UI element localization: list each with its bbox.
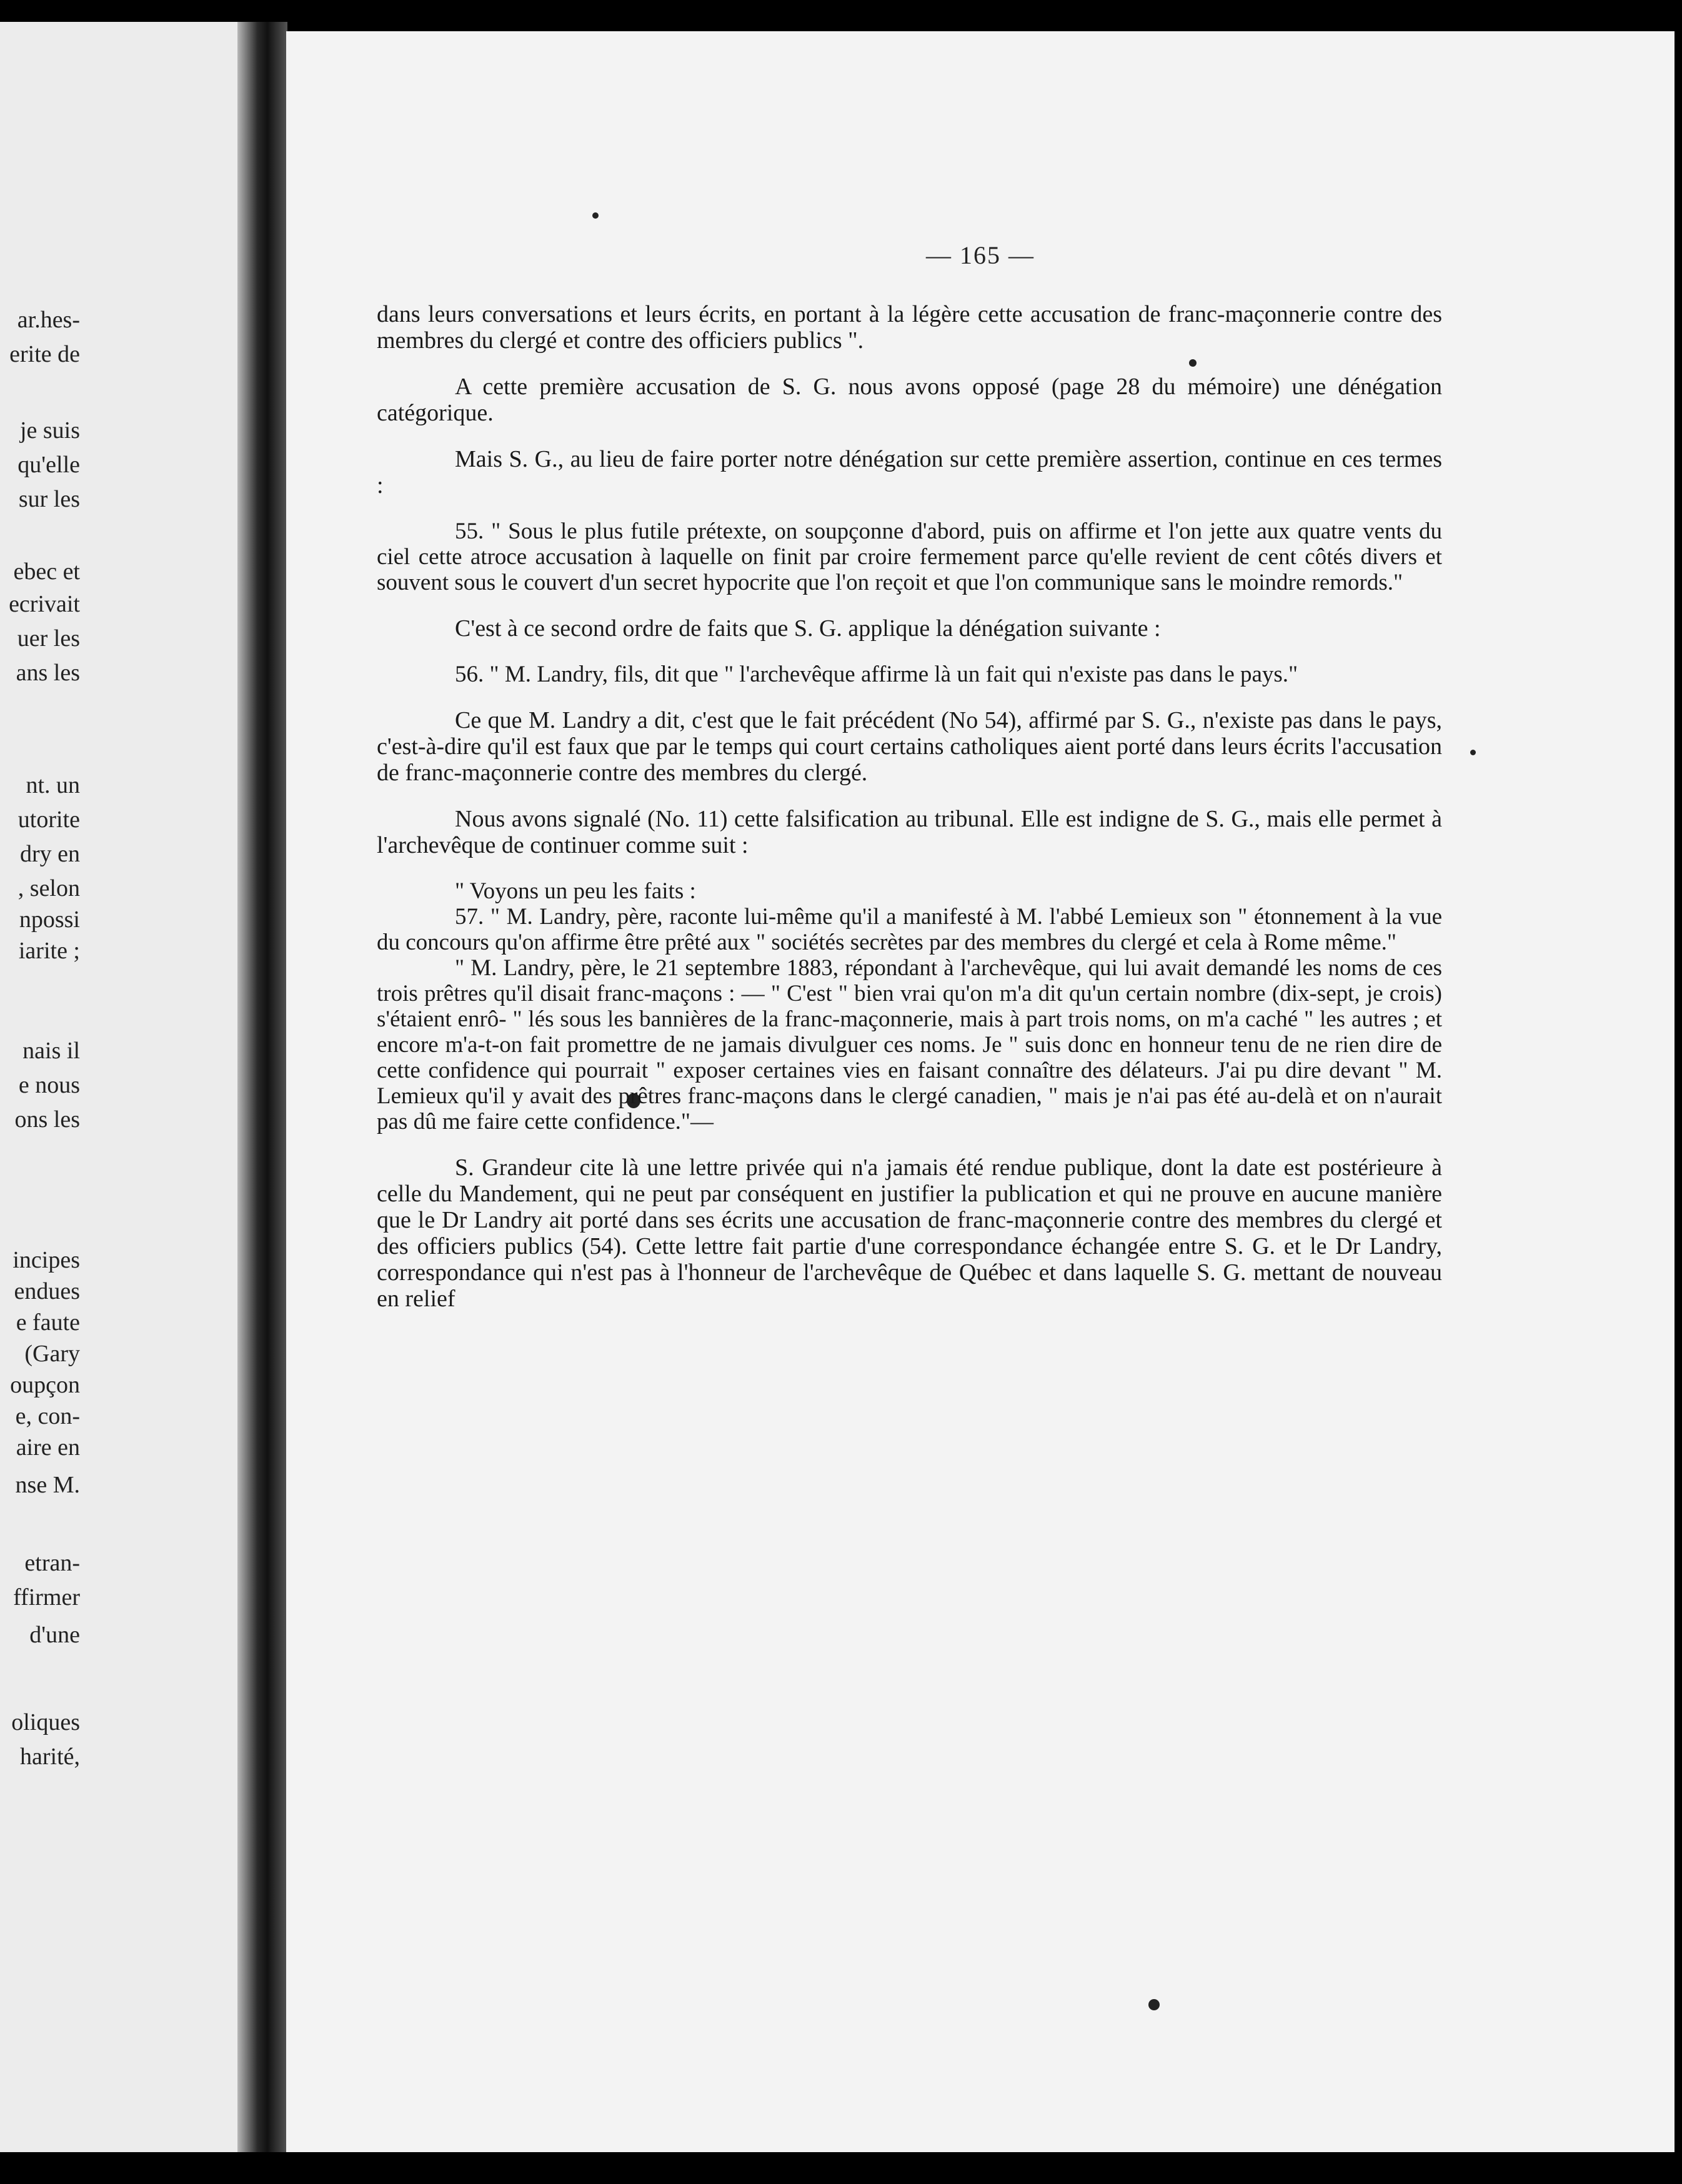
left-page-fragment: nse M. bbox=[15, 1472, 80, 1498]
left-page-fragment: endues bbox=[14, 1278, 80, 1304]
page-number: — 165 — bbox=[926, 241, 1035, 269]
left-page-fragment: aire en bbox=[16, 1434, 80, 1461]
left-page-fragment: nt. un bbox=[26, 772, 80, 798]
ink-speck bbox=[1470, 750, 1476, 755]
left-page-fragment: harité, bbox=[19, 1744, 80, 1770]
paragraph: A cette première accusation de S. G. nous avons opposé (page 28 du mémoire) une dénégation catégorique. bbox=[377, 374, 1442, 426]
paragraph: C'est à ce second ordre de faits que S. G. applique la dénégation suivante : bbox=[455, 615, 1161, 642]
quoted-paragraph: " M. Landry, père, le 21 septembre 1883, répondant à l'archevêque, qui lui avait demandé les noms de ces trois prêtres qu'il disait franc-maçons : — " C'est " bien vrai qu'on m'a dit qu'un certain nombre (dix-sept, je crois) s'étaient enrô- " lés sous les bannières de la franc-maçonnerie, mais à part trois noms, on m'a caché " les autres ; et encore m'a-t-on fait promettre de ne jamais divulguer ces noms. Je " suis donc en honneur tenu de ne rien dire de cette confidence qui pourrait " exposer certaines vies en faisant connaître des délateurs. J'ai pu dire devant " M. Lemieux qu'il y avait des prêtres franc-maçons dans le clergé canadien, " mais je n'ai pas été au-delà et on n'aurait pas dû me faire cette confidence."— bbox=[377, 955, 1442, 1134]
quoted-paragraph: 57. " M. Landry, père, raconte lui-même qu'il a manifesté à M. l'abbé Lemieux son " étonnement à la vue du concours qu'on affirme être prêté aux " sociétés secrètes par des membres du clergé et cela à Rome même." bbox=[377, 904, 1442, 955]
left-page-fragment: ebec et bbox=[13, 558, 80, 585]
left-page-fragment: dry en bbox=[19, 841, 80, 867]
quoted-paragraph: 55. " Sous le plus futile prétexte, on soupçonne d'abord, puis on affirme et l'on jette aux quatre vents du ciel cette atroce accusation à laquelle on finit par croire fermement parce qu'elle revient de cent côtés divers et souvent sous le couvert d'un secret hypocrite que l'on reçoit et que l'on communique sans le moindre remords." bbox=[377, 519, 1442, 595]
left-page-fragment: uer les bbox=[17, 625, 80, 652]
paragraph: S. Grandeur cite là une lettre privée qui n'a jamais été rendue publique, dont la date est postérieure à celle du Mandement, qui ne peut par conséquent en justifier la publication et qui ne prouve en aucune manière que le Dr Landry ait porté dans ses écrits une accusation de franc-maçonnerie contre des membres du clergé et des officiers publics (54). Cette lettre fait partie d'une correspondance échangée entre S. G. et le Dr Landry, correspondance qui n'est pas à l'honneur de l'archevêque de Québec et dans laquelle S. G. mettant de nouveau en relief bbox=[377, 1154, 1442, 1312]
left-page-fragment: ffirmer bbox=[13, 1584, 80, 1611]
left-page-fragment: (Gary bbox=[24, 1341, 80, 1367]
left-page-fragment: ar.hes- bbox=[17, 307, 80, 333]
left-page-fragment: ecrivait bbox=[9, 591, 80, 617]
left-page-fragment: je suis bbox=[19, 417, 80, 444]
left-page-fragment: etran- bbox=[24, 1550, 80, 1576]
paragraph: Nous avons signalé (No. 11) cette falsification au tribunal. Elle est indigne de S. G., mais elle permet à l'archevêque de continuer comme suit : bbox=[377, 806, 1442, 858]
left-page-fragment: iarite ; bbox=[18, 938, 80, 964]
book-gutter-shadow bbox=[237, 22, 287, 2152]
left-page-fragment: sur les bbox=[18, 486, 80, 512]
left-page-fragment: e, con- bbox=[15, 1403, 80, 1429]
left-page-fragment: npossi bbox=[19, 906, 80, 933]
ink-speck bbox=[1148, 1999, 1160, 2010]
paragraph: Mais S. G., au lieu de faire porter notre dénégation sur cette première assertion, continue en ces termes : bbox=[377, 446, 1442, 499]
body-text bbox=[377, 301, 1442, 1332]
quoted-paragraph: 56. " M. Landry, fils, dit que " l'archevêque affirme là un fait qui n'existe pas dans le pays." bbox=[455, 662, 1298, 687]
left-page-fragment: e nous bbox=[18, 1072, 80, 1098]
left-page-fragment: oupçon bbox=[10, 1372, 80, 1398]
ink-speck bbox=[592, 212, 599, 219]
left-page-fragment: ans les bbox=[16, 660, 80, 686]
left-page-fragment: incipes bbox=[12, 1247, 80, 1273]
left-page-fragment: oliques bbox=[11, 1709, 80, 1735]
left-page-fragment: e faute bbox=[16, 1309, 80, 1336]
left-page-fragment: ons les bbox=[14, 1106, 80, 1133]
left-page-fragment: erite de bbox=[9, 341, 80, 367]
left-page-fragment: utorite bbox=[17, 807, 80, 833]
quoted-paragraph: " Voyons un peu les faits : bbox=[455, 878, 696, 904]
document-page bbox=[286, 31, 1675, 2152]
left-page-fragment: d'une bbox=[29, 1622, 80, 1648]
left-page-fragment: nais il bbox=[22, 1038, 80, 1064]
paragraph: Ce que M. Landry a dit, c'est que le fait précédent (No 54), affirmé par S. G., n'existe pas dans le pays, c'est-à-dire qu'il est faux que par le temps qui court certains catholiques aient porté dans leurs écrits l'accusation de franc-maçonnerie contre des membres du clergé. bbox=[377, 707, 1442, 786]
paragraph: dans leurs conversations et leurs écrits, en portant à la légère cette accusation de franc-maçonnerie contre des membres du clergé et contre des officiers publics ". bbox=[377, 301, 1442, 354]
left-page-fragment: qu'elle bbox=[17, 452, 80, 478]
left-page-fragment: , selon bbox=[17, 875, 80, 901]
left-page-edge bbox=[0, 22, 250, 2152]
